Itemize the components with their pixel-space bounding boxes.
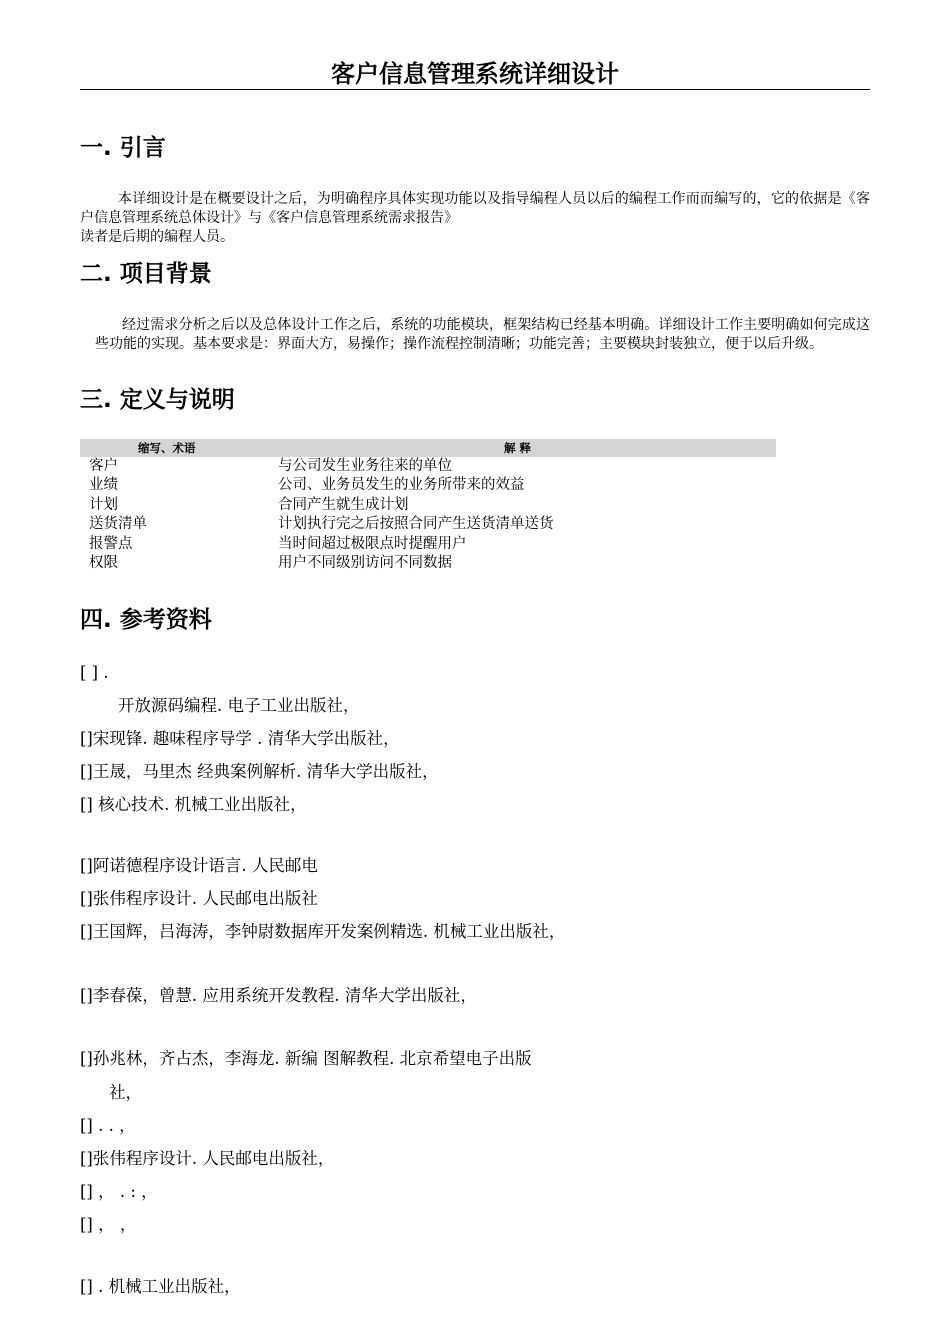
reference-item: [] ， ， (80, 1215, 137, 1234)
heading-introduction: 一. 引言 (80, 135, 166, 161)
table-row (80, 457, 776, 476)
table-header (80, 439, 776, 457)
row-description: 当时间超过极限点时提醒用户 (278, 535, 467, 552)
row-description: 合同产生就生成计划 (278, 496, 409, 513)
background-paragraph: 经过需求分析之后以及总体设计工作之后，系统的功能模块，框架结构已经基本明确。详细设计工作主要明确如何完成这些功能的实现。基本要求是：界面大方，易操作；操作流程控制清晰；功能完善；主要模块封装独立，便于以后升级。 (95, 317, 870, 352)
row-description: 用户不同级别访问不同数据 (278, 554, 452, 571)
table-row (80, 535, 776, 554)
row-description: 与公司发生业务往来的单位 (278, 458, 452, 474)
reference-item: [] . 机械工业出版社， (80, 1277, 241, 1296)
heading-references: 四. 参考资料 (80, 607, 212, 633)
row-description: 计划执行完之后按照合同产生送货清单送货 (278, 516, 554, 533)
reference-item: []阿诺德程序设计语言. 人民邮电 (80, 856, 318, 875)
table-row (80, 496, 776, 515)
reference-item: []张伟程序设计. 人民邮电出版社， (80, 1149, 335, 1168)
reference-item: [ ] . (80, 663, 109, 682)
heading-definitions: 三. 定义与说明 (80, 387, 235, 413)
table-row (80, 476, 776, 495)
reference-item: []王国辉，吕海涛，李钟尉数据库开发案例精选. 机械工业出版社， (80, 922, 566, 941)
title-underline (80, 89, 870, 90)
reference-item: [] 核心技术. 机械工业出版社， (80, 795, 307, 814)
reference-item: 开放源码编程. 电子工业出版社， (118, 696, 360, 715)
introduction-text (80, 190, 870, 247)
introduction-paragraph: 本详细设计是在概要设计之后，为明确程序具体实现功能以及指导编程人员以后的编程工作而而编写的，它的依据是《客户信息管理系统总体设计》与《客户信息管理系统需求报告》 (80, 191, 870, 226)
reference-item: []孙兆林，齐占杰，李海龙. 新编 图解教程. 北京希望电子出版 (80, 1049, 532, 1068)
introduction-readers: 读者是后期的编程人员。 (80, 229, 234, 245)
reference-item: []张伟程序设计. 人民邮电出版社 (80, 889, 318, 908)
reference-item: []王晟，马里杰 经典案例解析. 清华大学出版社， (80, 762, 439, 781)
definitions-table (80, 439, 776, 573)
reference-item: []李春葆，曾慧. 应用系统开发教程. 清华大学出版社， (80, 986, 477, 1005)
header-description: 解 释 (504, 441, 532, 455)
row-description: 公司、业务员发生的业务所带来的效益 (278, 477, 525, 494)
reference-item: 社， (109, 1083, 142, 1102)
reference-item: [] . . ， (80, 1116, 136, 1135)
row-term: 报警点 (89, 535, 133, 552)
heading-background: 二. 项目背景 (80, 261, 212, 287)
table-row (80, 554, 776, 573)
document-title: 客户信息管理系统详细设计 (331, 60, 619, 88)
reference-item: [] ， . : ， (80, 1182, 158, 1201)
row-term: 客户 (89, 458, 118, 474)
row-term: 送货清单 (89, 516, 147, 533)
reference-item: []宋现锋. 趣味程序导学 . 清华大学出版社， (80, 729, 400, 748)
header-term: 缩写、术语 (138, 441, 196, 455)
background-text (95, 316, 870, 354)
row-term: 计划 (89, 496, 118, 513)
row-term: 权限 (89, 554, 118, 571)
table-row (80, 515, 776, 534)
row-term: 业绩 (89, 477, 118, 494)
